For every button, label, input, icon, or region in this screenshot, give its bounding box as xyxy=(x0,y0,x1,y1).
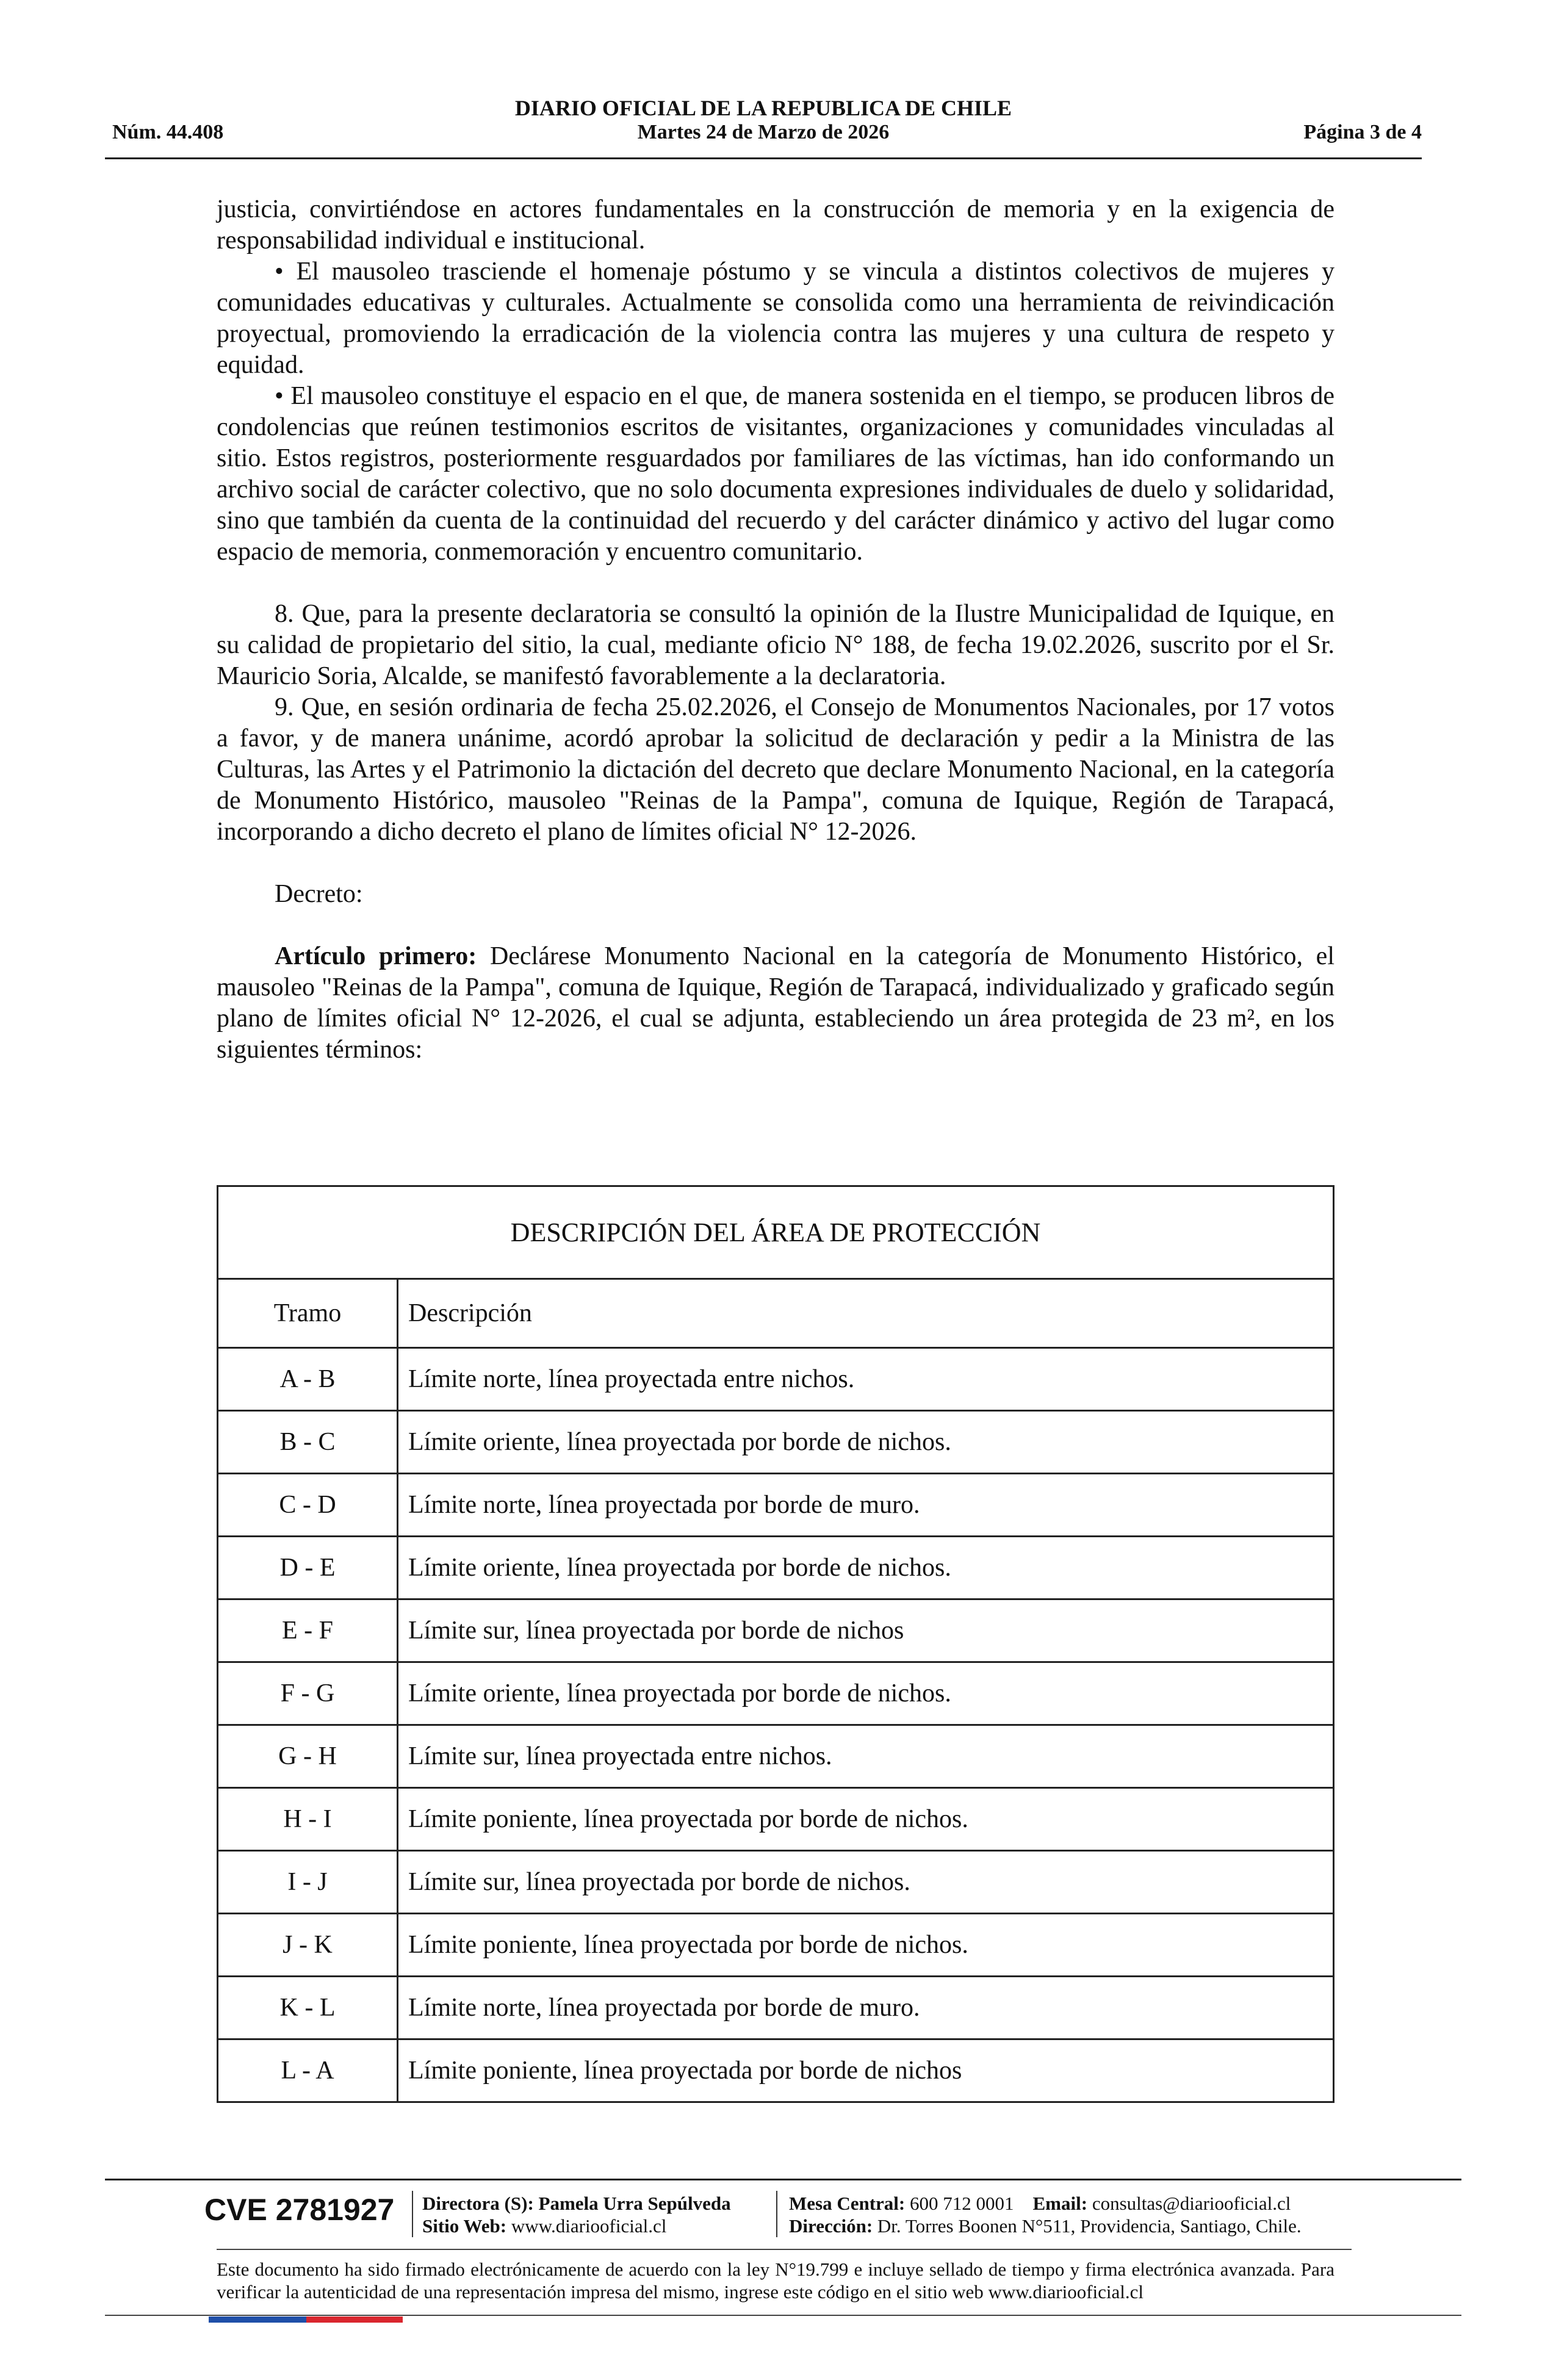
tramo-cell: B - C xyxy=(218,1411,398,1474)
tramo-cell: E - F xyxy=(218,1599,398,1662)
table-title: DESCRIPCIÓN DEL ÁREA DE PROTECCIÓN xyxy=(218,1186,1334,1279)
article-first xyxy=(217,941,1334,1066)
bullet-paragraph: • El mausoleo constituye el espacio en el que, de manera sostenida en el tiempo, se producen libros de condolencias que reúnen testimonios escritos de visitantes, organizaciones y comunidades vinculadas al sitio. Estos registros, posteriormente resguardados por familiares de las víctimas, han ido conformando un archivo social de carácter colectivo, que no solo documenta expresiones individuales de duelo y solidaridad, sino que también da cuenta de la continuidad del recuerdo y del carácter dinámico y activo del lugar como espacio de memoria, conmemoración y encuentro comunitario. xyxy=(217,382,1334,566)
tramo-cell: A - B xyxy=(218,1348,398,1411)
column-header-descripcion: Descripción xyxy=(398,1279,1334,1348)
table-row xyxy=(218,1725,1334,1788)
descripcion-cell: Límite sur, línea proyectada por borde de nichos. xyxy=(398,1851,1334,1914)
footer-contact-left xyxy=(422,2192,731,2237)
descripcion-cell: Límite norte, línea proyectada entre nichos. xyxy=(398,1348,1334,1411)
descripcion-cell: Límite oriente, línea proyectada por borde de nichos. xyxy=(398,1411,1334,1474)
column-header-tramo: Tramo xyxy=(218,1279,398,1348)
descripcion-cell: Límite sur, línea proyectada por borde de nichos xyxy=(398,1599,1334,1662)
publication-title: DIARIO OFICIAL DE LA REPUBLICA DE CHILE xyxy=(514,96,1012,120)
page-number: Página 3 de 4 xyxy=(1303,121,1422,143)
table-row xyxy=(218,1599,1334,1662)
email-link[interactable]: consultas@diariooficial.cl xyxy=(1092,2193,1291,2214)
email-label: Email: xyxy=(1032,2193,1088,2214)
page-header xyxy=(105,92,1422,159)
cve-code: CVE 2781927 xyxy=(204,2193,395,2227)
descripcion-cell: Límite norte, línea proyectada por borde de muro. xyxy=(398,1474,1334,1537)
footer-contact-right xyxy=(789,2192,1302,2237)
descripcion-cell: Límite oriente, línea proyectada por borde de nichos. xyxy=(398,1662,1334,1725)
tramo-cell: F - G xyxy=(218,1662,398,1725)
tramo-cell: D - E xyxy=(218,1537,398,1599)
table-row xyxy=(218,1851,1334,1914)
direccion-value: Dr. Torres Boonen N°511, Providencia, Santiago, Chile. xyxy=(877,2215,1302,2237)
table-row xyxy=(218,1537,1334,1599)
footer-divider xyxy=(217,2249,1352,2250)
tramo-cell: C - D xyxy=(218,1474,398,1537)
mesa-value: 600 712 0001 xyxy=(910,2193,1014,2214)
descripcion-cell: Límite sur, línea proyectada entre nichos. xyxy=(398,1725,1334,1788)
decreto-heading: Decreto: xyxy=(275,880,363,908)
flag-stripe-blue xyxy=(209,2317,306,2323)
tramo-cell: H - I xyxy=(218,1788,398,1851)
footer-divider xyxy=(105,2179,1461,2180)
descripcion-cell: Límite poniente, línea proyectada por borde de nichos. xyxy=(398,1788,1334,1851)
footer-separator xyxy=(412,2191,413,2237)
table-title-row xyxy=(218,1186,1334,1279)
footer-separator xyxy=(776,2191,777,2237)
table-header-row xyxy=(218,1279,1334,1348)
tramo-cell: I - J xyxy=(218,1851,398,1914)
table-row xyxy=(218,1348,1334,1411)
tramo-cell: K - L xyxy=(218,1977,398,2039)
spacer xyxy=(217,848,1334,879)
direccion-label: Dirección: xyxy=(789,2215,873,2237)
sitio-web-link[interactable]: www.diariooficial.cl xyxy=(511,2215,667,2237)
document-body xyxy=(217,194,1334,1066)
paragraph-continuation: justicia, convirtiéndose en actores fundamentales en la construcción de memoria y en la exigencia de responsabilidad individual e institucional. xyxy=(217,195,1334,254)
descripcion-cell: Límite oriente, línea proyectada por borde de nichos. xyxy=(398,1537,1334,1599)
descripcion-cell: Límite poniente, línea proyectada por borde de nichos xyxy=(398,2039,1334,2102)
table-row xyxy=(218,2039,1334,2102)
descripcion-cell: Límite norte, línea proyectada por borde de muro. xyxy=(398,1977,1334,2039)
directora-name: Pamela Urra Sepúlveda xyxy=(538,2193,731,2214)
article-text: Declárese Monumento Nacional en la categoría de Monumento Histórico, el mausoleo "Reinas de la Pampa", comuna de Iquique, Región de Tarapacá, individualizado y graficado según plano de límites oficial N° 12-2026, el cual se adjunta, estableciendo un área protegida de 23 m², en los siguientes términos: xyxy=(217,942,1334,1064)
bullet-paragraph: • El mausoleo trasciende el homenaje póstumo y se vincula a distintos colectivos de mujeres y comunidades educativas y culturales. Actualmente se consolida como una herramienta de reivindicación proyectual, promoviendo la erradicación de la violencia contra las mujeres y una cultura de respeto y equidad. xyxy=(217,258,1334,379)
table-row xyxy=(218,1411,1334,1474)
table-row xyxy=(218,1474,1334,1537)
paragraph-8: 8. Que, para la presente declaratoria se consultó la opinión de la Ilustre Municipalidad de Iquique, en su calidad de propietario del sitio, la cual, mediante oficio N° 188, de fecha 19.02.2026, suscrito por el Sr. Mauricio Soria, Alcalde, se manifestó favorablemente a la declaratoria. xyxy=(217,600,1334,690)
tramo-cell: L - A xyxy=(218,2039,398,2102)
spacer xyxy=(217,910,1334,941)
directora-label: Directora (S): xyxy=(422,2193,534,2214)
paragraph-9: 9. Que, en sesión ordinaria de fecha 25.02.2026, el Consejo de Monumentos Nacionales, por 17 votos a favor, y de manera unánime, acordó aprobar la solicitud de declaración y pedir a la Ministra de las Culturas, las Artes y el Patrimonio la dictación del decreto que declare Monumento Nacional, en la categoría de Monumento Histórico, mausoleo "Reinas de la Pampa", comuna de Iquique, Región de Tarapacá, incorporando a dicho decreto el plano de límites oficial N° 12-2026. xyxy=(217,693,1334,846)
issue-number: Núm. 44.408 xyxy=(112,121,224,143)
table-row xyxy=(218,1662,1334,1725)
table-row xyxy=(218,1914,1334,1977)
sitio-label: Sitio Web: xyxy=(422,2215,507,2237)
legal-notice: Este documento ha sido firmado electrónicamente de acuerdo con la ley N°19.799 e incluye sellado de tiempo y firma electrónica avanzada. Para verificar la autenticidad de una representación impresa del mismo, ingrese este código en el sitio web www.diariooficial.cl xyxy=(217,2259,1334,2302)
article-label: Artículo primero: xyxy=(275,942,477,970)
mesa-label: Mesa Central: xyxy=(789,2193,906,2214)
flag-stripe-red xyxy=(306,2317,403,2323)
header-divider xyxy=(105,157,1422,159)
protection-area-table xyxy=(217,1185,1334,2103)
footer-divider xyxy=(105,2315,1461,2316)
descripcion-cell: Límite poniente, línea proyectada por borde de nichos. xyxy=(398,1914,1334,1977)
table-row xyxy=(218,1788,1334,1851)
tramo-cell: J - K xyxy=(218,1914,398,1977)
spacer xyxy=(217,568,1334,599)
table-row xyxy=(218,1977,1334,2039)
tramo-cell: G - H xyxy=(218,1725,398,1788)
publication-date: Martes 24 de Marzo de 2026 xyxy=(637,121,890,143)
